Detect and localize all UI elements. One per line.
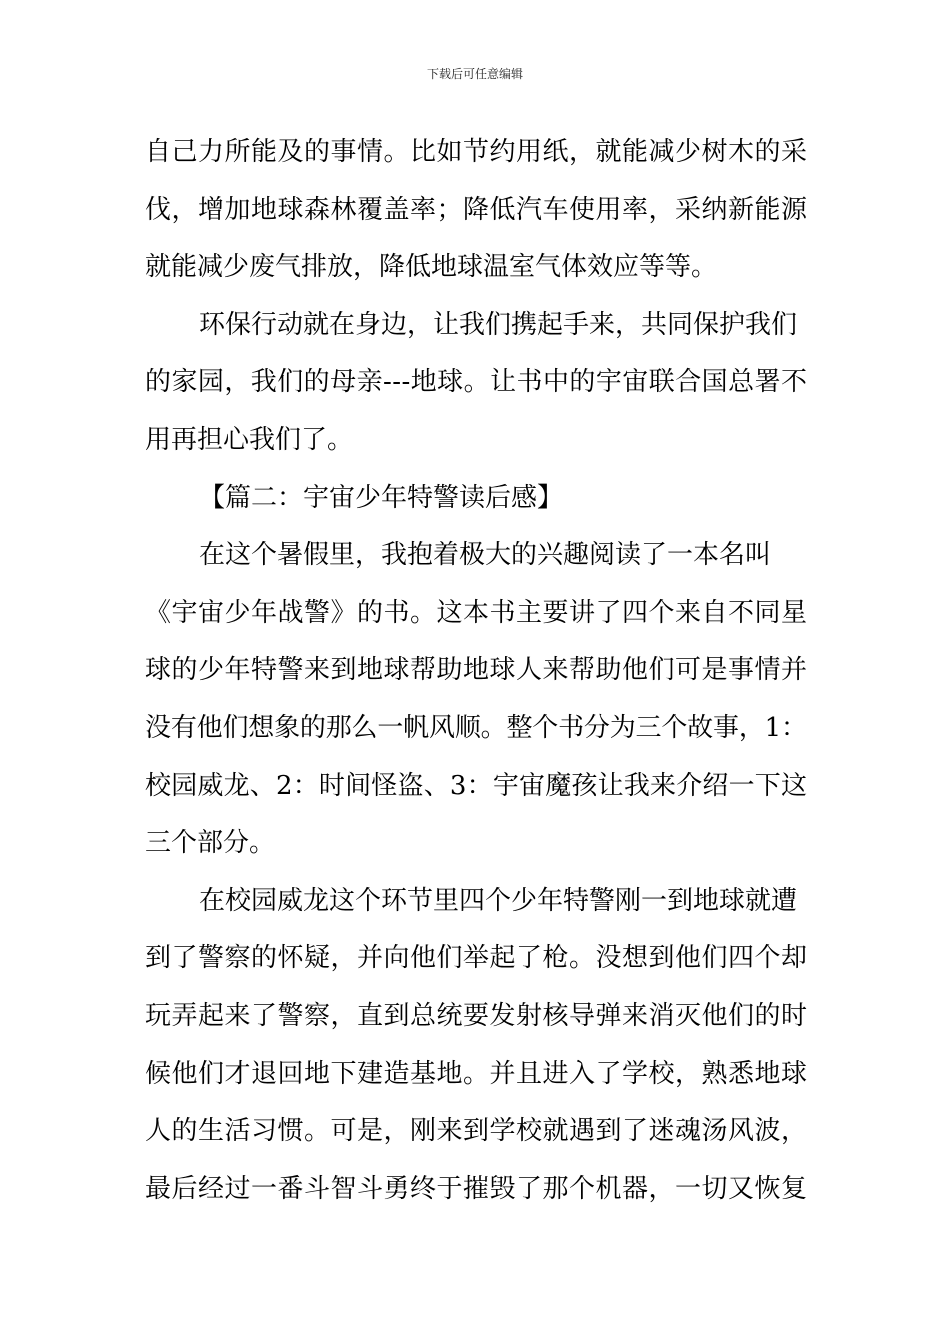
- text-line: 在校园威龙这个环节里四个少年特警刚一到地球就遭: [199, 885, 798, 916]
- text-line: 最后经过一番斗智斗勇终于摧毁了那个机器，一切又恢复: [145, 1173, 807, 1204]
- text-line: 到了警察的怀疑，并向他们举起了枪。没想到他们四个却: [145, 943, 807, 974]
- text-line: 环保行动就在身边，让我们携起手来，共同保护我们: [199, 309, 798, 340]
- page-header: 下载后可任意编辑: [426, 67, 523, 81]
- text-line: 就能减少废气排放，降低地球温室气体效应等等。: [145, 252, 718, 283]
- text-line: 三个部分。: [145, 828, 276, 859]
- text-line: 人的生活习惯。可是，刚来到学校就遇到了迷魂汤风波，: [145, 1116, 807, 1147]
- text-line: 伐，增加地球森林覆盖率；降低汽车使用率，采纳新能源: [145, 194, 807, 225]
- body-text: [145, 124, 807, 1218]
- text-line: 《宇宙少年战警》的书。这本书主要讲了四个来自不同星: [145, 597, 807, 628]
- text-line: 没有他们想象的那么一帆风顺。整个书分为三个故事，1：: [145, 712, 807, 743]
- text-line: 用再担心我们了。: [145, 424, 354, 455]
- text-line: 玩弄起来了警察，直到总统要发射核导弹来消灭他们的时: [145, 1000, 807, 1031]
- text-line: 【篇二：宇宙少年特警读后感】: [199, 482, 564, 513]
- text-line: 球的少年特警来到地球帮助地球人来帮助他们可是事情并: [145, 655, 807, 686]
- text-line: 校园威龙、2：时间怪盗、3：宇宙魔孩让我来介绍一下这: [145, 770, 807, 801]
- text-line: 候他们才退回地下建造基地。并且进入了学校，熟悉地球: [145, 1058, 807, 1089]
- text-line: 在这个暑假里，我抱着极大的兴趣阅读了一本名叫: [199, 540, 772, 571]
- text-line: 的家园，我们的母亲---地球。让书中的宇宙联合国总署不: [145, 367, 807, 398]
- text-line: 自己力所能及的事情。比如节约用纸，就能减少树木的采: [145, 137, 807, 167]
